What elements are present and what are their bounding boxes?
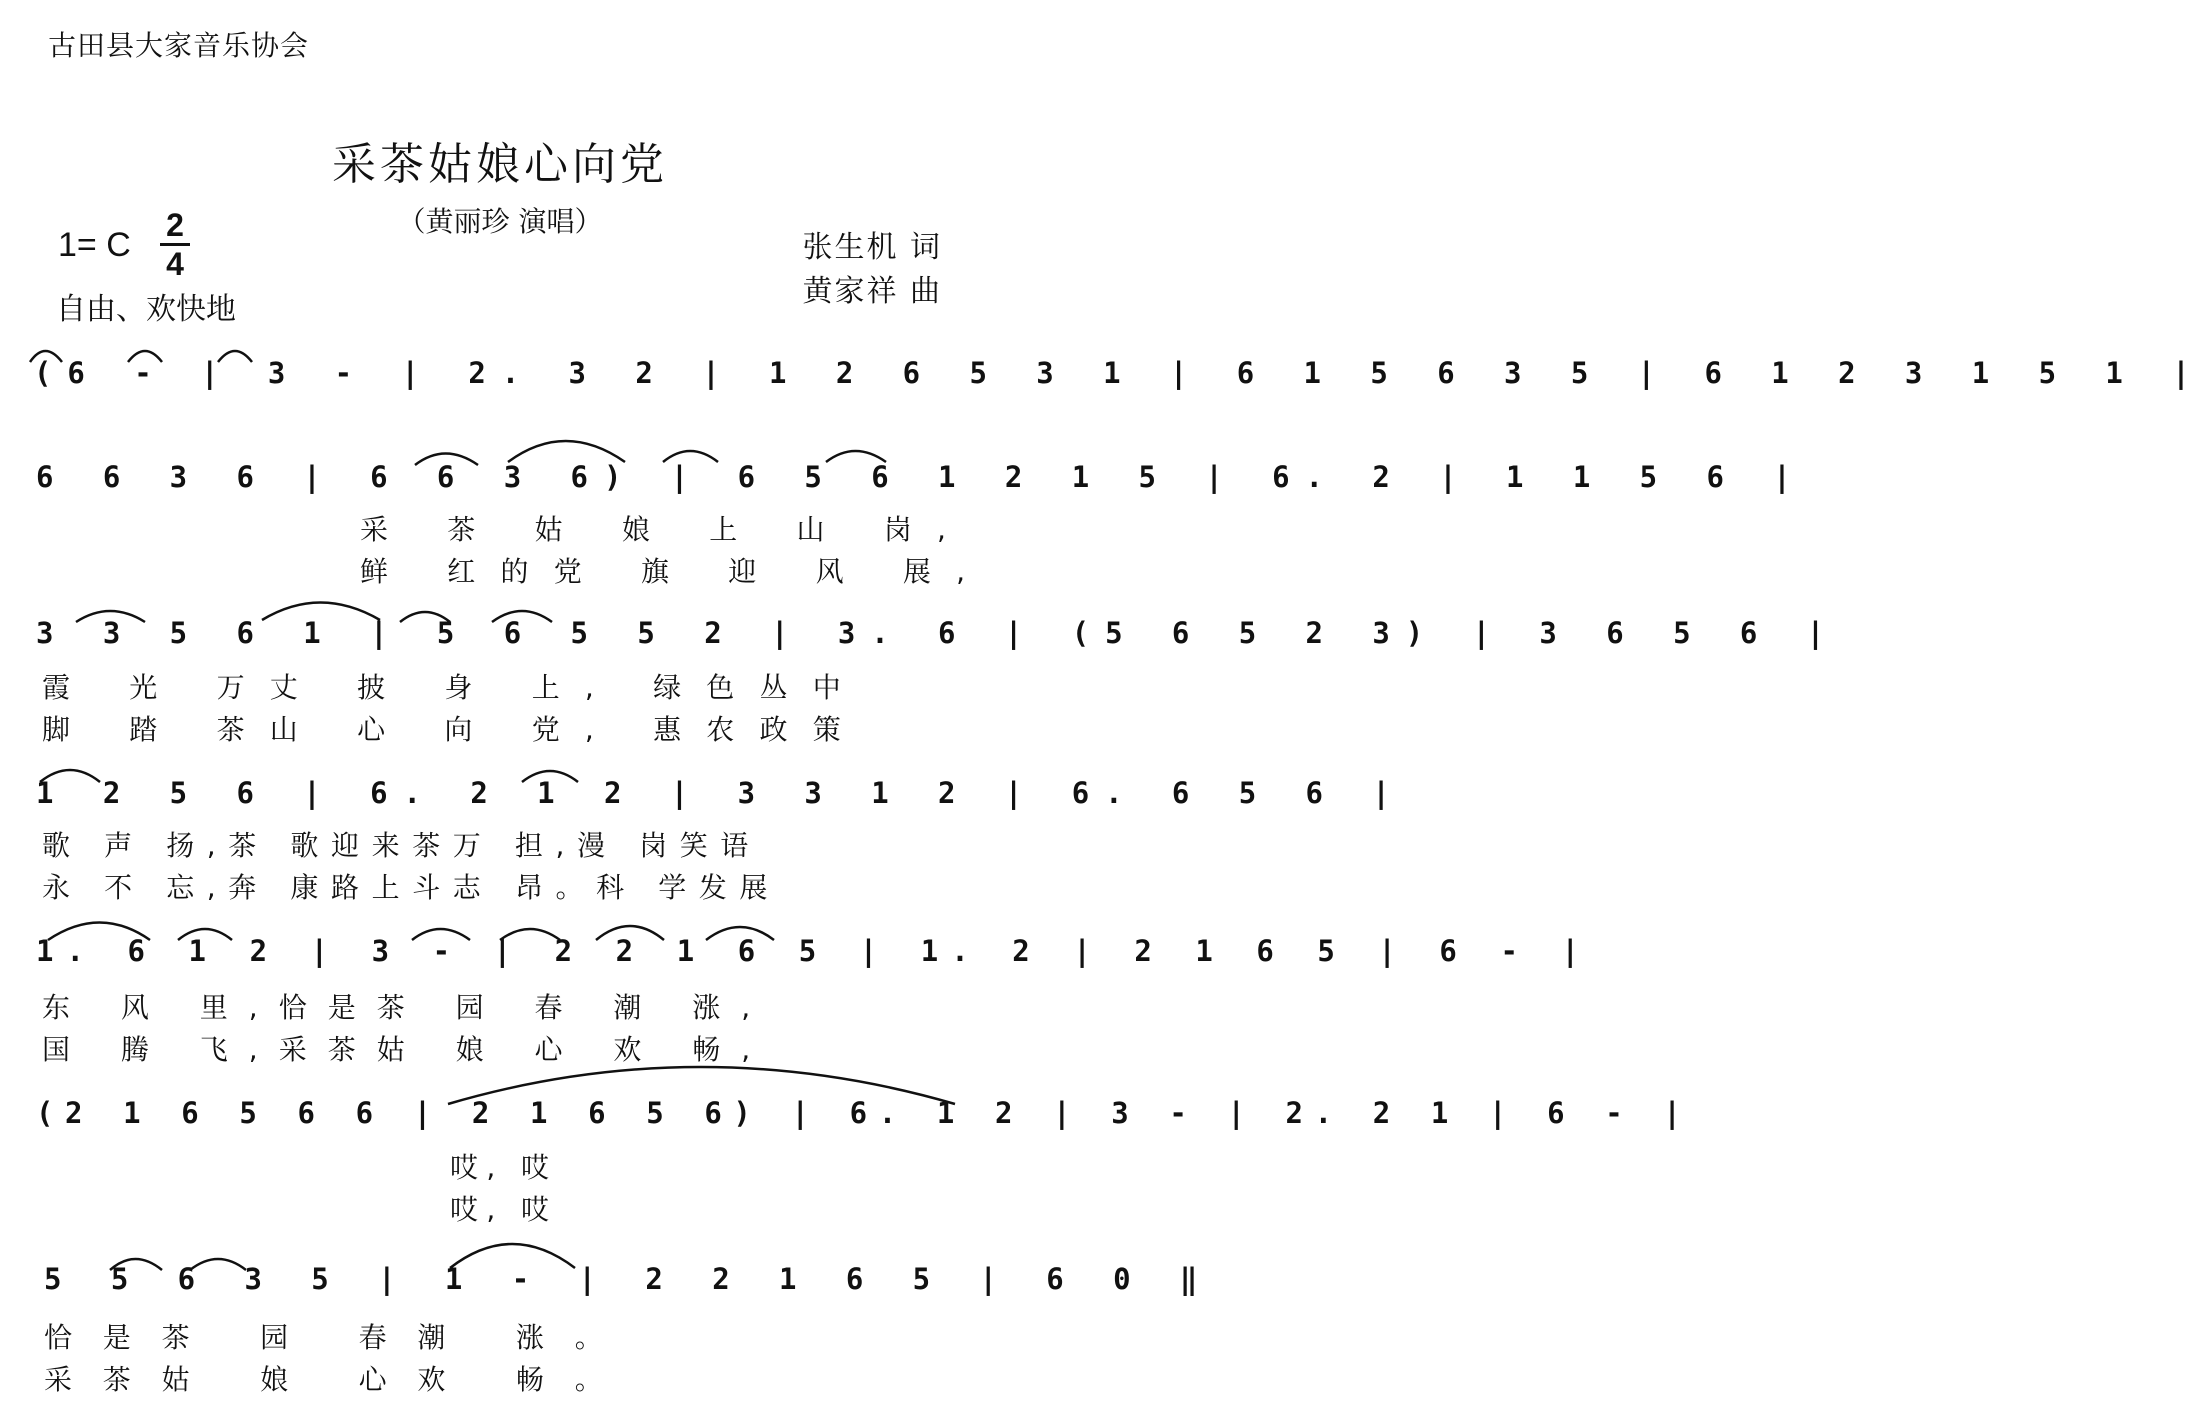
lyrics-verse-1: 霞 光 万丈 披 身 上, 绿色丛中 [42, 671, 866, 704]
slur [706, 927, 774, 940]
slur [128, 351, 162, 362]
slur [218, 351, 252, 362]
performer-credit: （黄丽珍 演唱） [397, 205, 603, 238]
notation-line: 6 6 3 6 | 6 6 3 6) | 6 5 6 1 2 1 5 | 6. 2 | 1 1 5 6 | [36, 460, 1807, 494]
notation-line: (2 1 6 5 6 6 | 2 1 6 5 6) | 6. 1 2 | 3 - | 2. 2 1 | 6 - | [36, 1096, 1693, 1130]
slur [508, 441, 625, 462]
slur [450, 1244, 575, 1268]
lyrics-verse-2: 鲜 红的党 旗 迎 风 展, [360, 555, 991, 588]
lyrics-verse-2: 采茶姑 娘 心欢 畅。 [44, 1363, 634, 1396]
lyrics-verse-1: 东 风 里,恰是茶 园 春 潮 涨, [42, 991, 772, 1024]
slur [500, 929, 560, 940]
slur [663, 451, 718, 462]
lyricist-credit: 张生机 词 [802, 230, 942, 265]
time-signature-bottom: 4 [166, 246, 184, 282]
lyrics-verse-1: 歌 声 扬,茶 歌迎来茶万 担,漫 岗笑语 [42, 829, 761, 862]
notation-line: 1. 6 1 2 | 3 - | 2 2 1 6 5 | 1. 2 | 2 1 6 5 | 6 - | [36, 934, 1592, 968]
composer-credit: 黄家祥 曲 [802, 274, 942, 309]
notation-line: 5 5 6 3 5 | 1 - | 2 2 1 6 5 | 6 0 ‖ [44, 1262, 1214, 1296]
slur [30, 351, 62, 362]
slur [412, 929, 470, 940]
lyrics-verse-1: 哎, 哎 [450, 1151, 558, 1184]
slur-arcs [0, 0, 1000, 1410]
slur [48, 923, 150, 941]
lyrics-verse-1: 恰是茶 园 春潮 涨。 [44, 1321, 634, 1354]
slur [492, 611, 552, 622]
slur [190, 1259, 246, 1270]
notation-line: 3 3 5 6 1 | 5 6 5 5 2 | 3. 6 | (5 6 5 2 3) | 3 6 5 6 | [36, 616, 1841, 650]
slur [826, 451, 886, 462]
lyrics-verse-2: 永 不 忘,奔 康路上斗志 昂。科 学发展 [42, 871, 781, 904]
organization-label: 古田县大家音乐协会 [48, 29, 310, 62]
time-signature-top: 2 [166, 207, 184, 243]
lyrics-verse-2: 脚 踏 茶山 心 向 党, 惠农政策 [42, 713, 866, 746]
slur [76, 611, 145, 622]
lyrics-verse-2: 哎, 哎 [450, 1193, 558, 1226]
slur [522, 771, 578, 782]
slur [596, 926, 664, 940]
slur [178, 929, 232, 940]
notation-line: (6 - | 3 - | 2. 3 2 | 1 2 6 5 3 1 | 6 1 5 6 3 5 | 6 1 2 3 1 5 1 | [34, 356, 2206, 390]
slur [262, 603, 380, 621]
lyrics-verse-1: 采 茶 姑 娘 上 山 岗, [360, 513, 972, 546]
notation-line: 1 2 5 6 | 6. 2 1 2 | 3 3 1 2 | 6. 6 5 6 | [36, 776, 1406, 810]
tempo-marking: 自由、欢快地 [56, 292, 236, 327]
slur [448, 1067, 955, 1104]
slur [415, 454, 478, 466]
slur [110, 1259, 162, 1270]
slur [40, 770, 100, 782]
song-title: 采茶姑娘心向党 [332, 139, 668, 190]
lyrics-verse-2: 国 腾 飞,采茶姑 娘 心 欢 畅, [42, 1033, 772, 1066]
key-signature: 1= C [58, 226, 131, 264]
slur [400, 612, 450, 622]
